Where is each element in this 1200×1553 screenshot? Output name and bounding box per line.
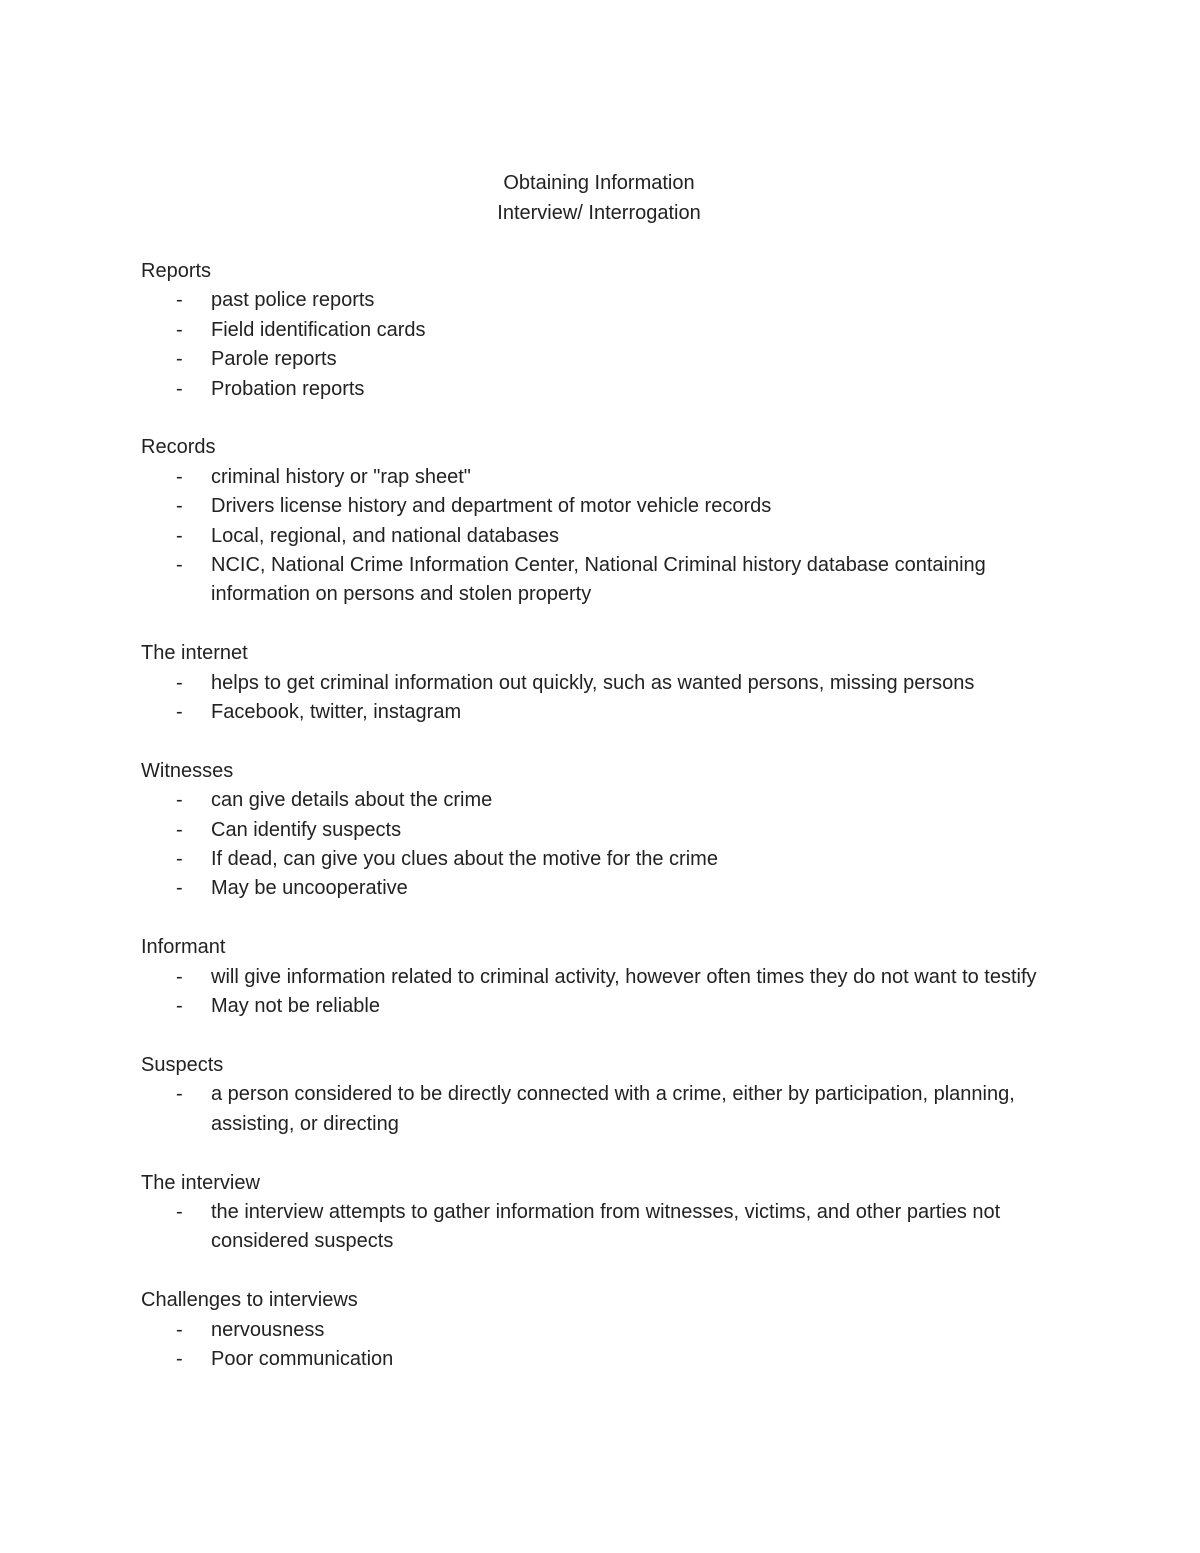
section-informant: [141, 933, 1081, 1021]
list-item-text: Facebook, twitter, instagram: [211, 701, 462, 724]
list-item: [141, 375, 1081, 404]
bullet-list: [141, 786, 1081, 904]
bullet-dash: -: [176, 1083, 183, 1106]
bullet-dash: -: [176, 554, 183, 577]
bullet-dash: -: [176, 995, 183, 1018]
bullet-dash: -: [176, 789, 183, 812]
section-heading: The internet: [141, 642, 248, 665]
section-heading: Records: [141, 436, 216, 459]
document-title: Obtaining Information: [503, 172, 695, 194]
bullet-list: [141, 963, 1081, 1022]
section-records: [141, 433, 1081, 609]
list-item: [141, 874, 1081, 903]
section-heading: Challenges to interviews: [141, 1289, 358, 1312]
list-item-text: a person considered to be directly connected with a crime, either by participation, planning, assisting, or directing: [211, 1083, 1015, 1135]
list-item-text: Parole reports: [211, 348, 337, 371]
list-item: [141, 669, 1081, 698]
list-item-text: Can identify suspects: [211, 818, 402, 841]
list-item-text: Local, regional, and national databases: [211, 524, 560, 547]
section-heading: Reports: [141, 260, 212, 282]
document-subtitle: Interview/ Interrogation: [497, 202, 701, 224]
bullet-dash: -: [176, 965, 183, 988]
bullet-dash: -: [176, 1200, 183, 1223]
bullet-dash: -: [176, 318, 183, 341]
bullet-list: [141, 286, 1081, 404]
bullet-list: [141, 463, 1081, 610]
list-item-text: past police reports: [211, 289, 375, 312]
list-item: [141, 816, 1081, 845]
bullet-dash: -: [176, 289, 183, 312]
list-item-text: helps to get criminal information out quickly, such as wanted persons, missing persons: [211, 671, 975, 694]
list-item-text: criminal history or "rap sheet": [211, 465, 471, 488]
bullet-dash: -: [176, 348, 183, 371]
list-item-text: May not be reliable: [211, 995, 380, 1018]
section-internet: [141, 639, 1081, 727]
bullet-dash: -: [176, 848, 183, 871]
section-heading: The interview: [141, 1171, 260, 1194]
bullet-list: [141, 669, 1081, 728]
bullet-list: [141, 1198, 1081, 1257]
list-item: [141, 786, 1081, 815]
bullet-dash: -: [176, 495, 183, 518]
list-item: [141, 698, 1081, 727]
list-item: [141, 522, 1081, 551]
bullet-list: [141, 1080, 1081, 1139]
list-item: [141, 1316, 1081, 1345]
list-item: [141, 1345, 1081, 1374]
bullet-dash: -: [176, 877, 183, 900]
list-item-text: Drivers license history and department of motor vehicle records: [211, 495, 772, 518]
notes-body: [141, 257, 1081, 1404]
section-suspects: [141, 1051, 1081, 1139]
section-heading: Suspects: [141, 1053, 224, 1076]
list-item: [141, 316, 1081, 345]
bullet-dash: -: [176, 671, 183, 694]
bullet-dash: -: [176, 1318, 183, 1341]
list-item: [141, 463, 1081, 492]
list-item-text: May be uncooperative: [211, 877, 408, 900]
section-heading: Informant: [141, 936, 226, 959]
title-block: [0, 168, 1200, 228]
list-item: [141, 492, 1081, 521]
list-item: [141, 345, 1081, 374]
list-item: [141, 286, 1081, 315]
section-challenges: [141, 1286, 1081, 1374]
list-item-text: Field identification cards: [211, 318, 426, 341]
list-item-text: nervousness: [211, 1318, 325, 1341]
list-item-text: If dead, can give you clues about the motive for the crime: [211, 848, 718, 871]
bullet-dash: -: [176, 701, 183, 724]
list-item: [141, 992, 1081, 1021]
list-item-text: Probation reports: [211, 377, 365, 400]
section-heading: Witnesses: [141, 759, 234, 782]
bullet-dash: -: [176, 465, 183, 488]
section-the-interview: [141, 1169, 1081, 1257]
bullet-dash: -: [176, 524, 183, 547]
bullet-dash: -: [176, 377, 183, 400]
list-item: [141, 1198, 1081, 1257]
list-item: [141, 845, 1081, 874]
list-item: [141, 963, 1081, 992]
list-item-text: NCIC, National Crime Information Center, National Criminal history database containing information on persons and stolen property: [211, 554, 986, 606]
list-item-text: will give information related to criminal activity, however often times they do not want to testify: [211, 965, 1037, 988]
bullet-dash: -: [176, 1347, 183, 1370]
section-reports: [141, 257, 1081, 404]
list-item: [141, 1080, 1081, 1139]
list-item-text: Poor communication: [211, 1347, 394, 1370]
bullet-dash: -: [176, 818, 183, 841]
section-witnesses: [141, 757, 1081, 904]
list-item-text: the interview attempts to gather information from witnesses, victims, and other parties not considered suspects: [211, 1200, 1001, 1253]
list-item: [141, 551, 1081, 610]
list-item-text: can give details about the crime: [211, 789, 493, 812]
bullet-list: [141, 1316, 1081, 1375]
